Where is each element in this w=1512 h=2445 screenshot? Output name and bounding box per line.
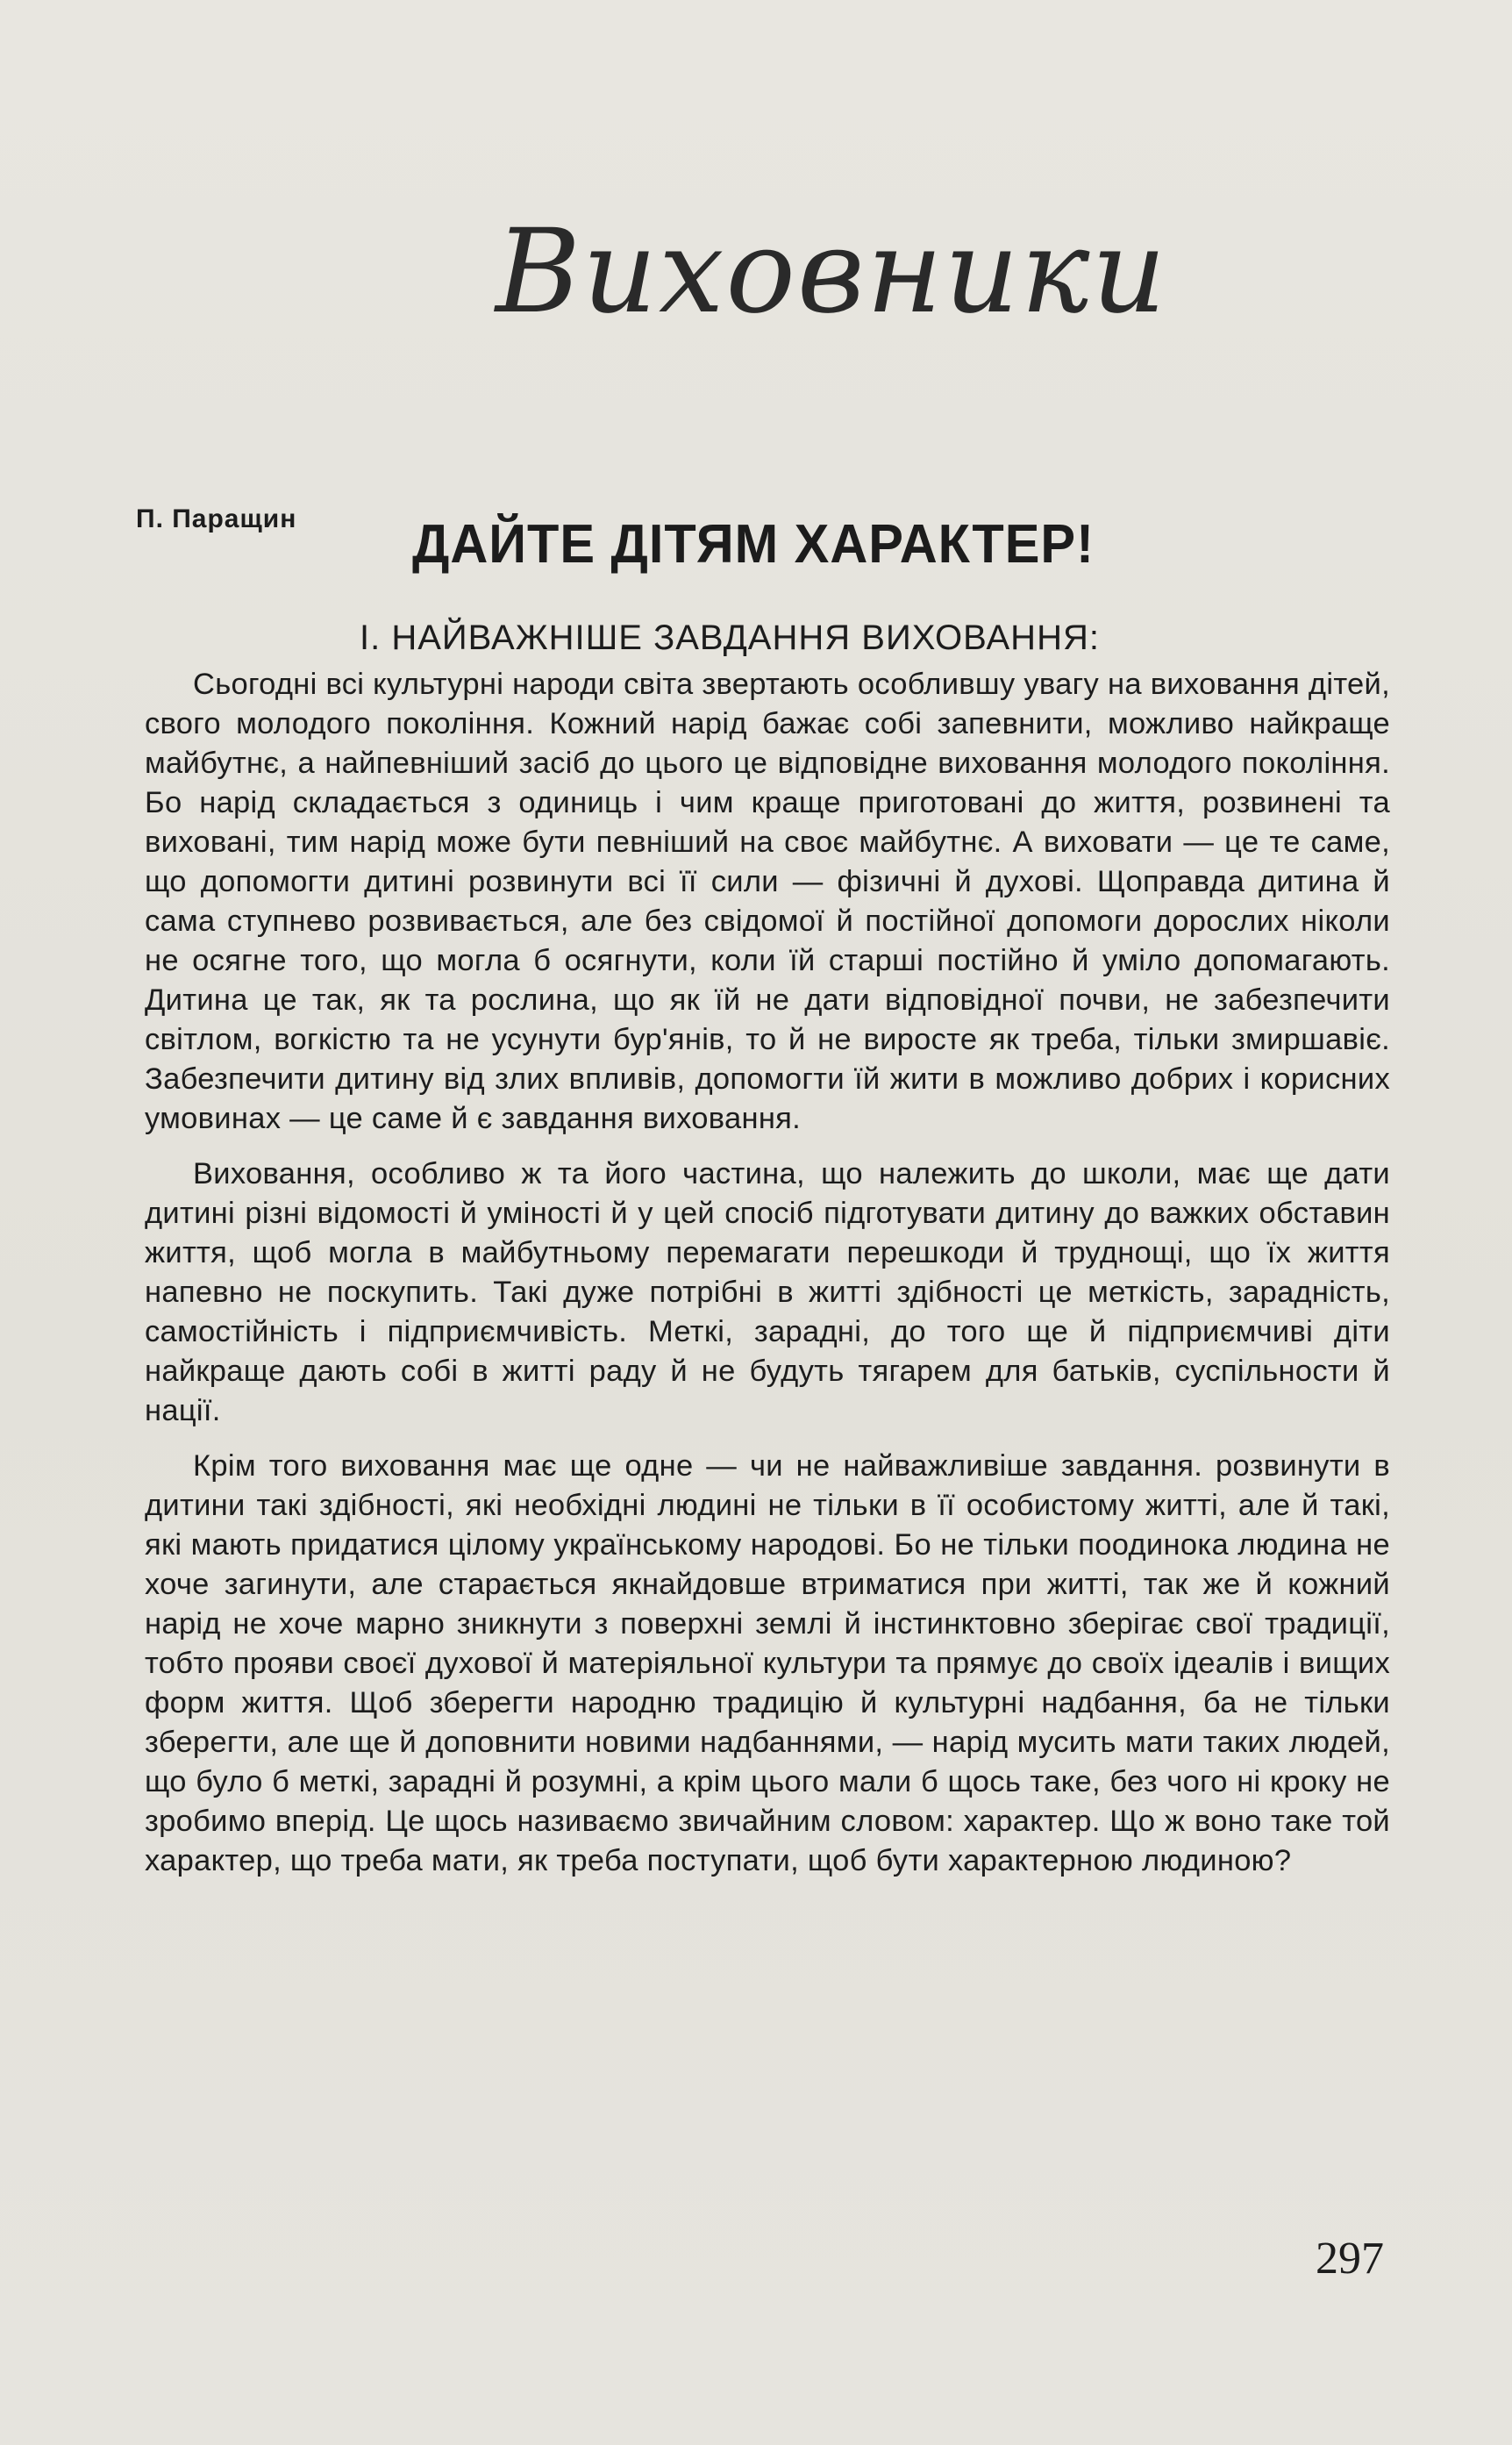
paragraph-3: Крім того виховання має ще одне — чи не найважливіше завдання. розвинути в дитини такі здібності, які необхідні людині не тільки в її особистому житті, але й такі, які мають придатися цілому українському народові. Бо не тільки поодинока людина не хоче загинути, але старається якнайдовше втриматися при житті, так же й кожний нарід не хоче марно зникнути з поверхні землі й інстинктовно зберігає свої традиції, тобто прояви своєї духової й матеріяльної культури та прямує до своїх ідеалів і вищих форм життя. Щоб зберегти народню традицію й культурні надбання, ба не тільки зберегти, але ще й доповнити новими надбаннями, — нарід мусить мати таких людей, що було б меткі, зарадні й розумні, а крім цього мали б щось таке, без чого ні кроку не зробимо вперід. Це щось називаємо звичайним словом: характер. Що ж воно таке той характер, що треба мати, як треба поступати, щоб бути характерною людиною? — [145, 1449, 1390, 1877]
section-title-text: Виховники — [496, 204, 1168, 340]
page-number: 297 — [1316, 2234, 1384, 2284]
article-body — [145, 665, 1390, 1897]
section-title-handwritten — [478, 154, 1168, 355]
article-author: П. Паращин — [136, 504, 297, 533]
article-headline: ДАЙТЕ ДІТЯМ ХАРАКТЕР! — [412, 514, 1095, 575]
article-subheading: І. НАЙВАЖНІШЕ ЗАВДАННЯ ВИХОВАННЯ: — [360, 618, 1100, 657]
paragraph-1: Сьогодні всі культурні народи світа звертають особлившу увагу на виховання дітей, свого молодого покоління. Кожний нарід бажає собі запевнити, можливо найкраще майбутнє, а найпевніший засіб до цього це відповідне виховання молодого покоління. Бо нарід складається з одиниць і чим краще приготовані до життя, розвинені та виховані, тим нарід може бути певніший на своє майбутнє. А виховати — це те саме, що допомогти дитині розвинути всі її сили — фізичні й духові. Щоправда дитина й сама ступнево розвивається, але без свідомої й постійної допомоги дорослих ніколи не осягне того, що могла б осягнути, коли їй старші постійно й уміло допомагають. Дитина це так, як та рослина, що як їй не дати відповідної почви, не забезпечити світлом, вогкістю та не усунути бур'янів, то й не виросте як треба, тільки змиршавіє. Забезпечити дитину від злих впливів, допомогти їй жити в можливо добрих і корисних умовинах — це саме й є завдання виховання. — [145, 668, 1390, 1135]
paragraph-2: Виховання, особливо ж та його частина, що належить до школи, має ще дати дитині різні відомості й уміності й у цей спосіб підготувати дитину до важких обставин життя, щоб могла в майбутньому перемагати перешкоди й труднощі, що їх життя напевно не поскупить. Такі дуже потрібні в житті здібності це меткість, зарадність, самостійність і підприємчивість. Меткі, зарадні, до того ще й підприємчиві діти найкраще дають собі в житті раду й не будуть тягарем для батьків, суспільности й нації. — [145, 1157, 1390, 1427]
section-title-drawing — [478, 154, 1168, 355]
